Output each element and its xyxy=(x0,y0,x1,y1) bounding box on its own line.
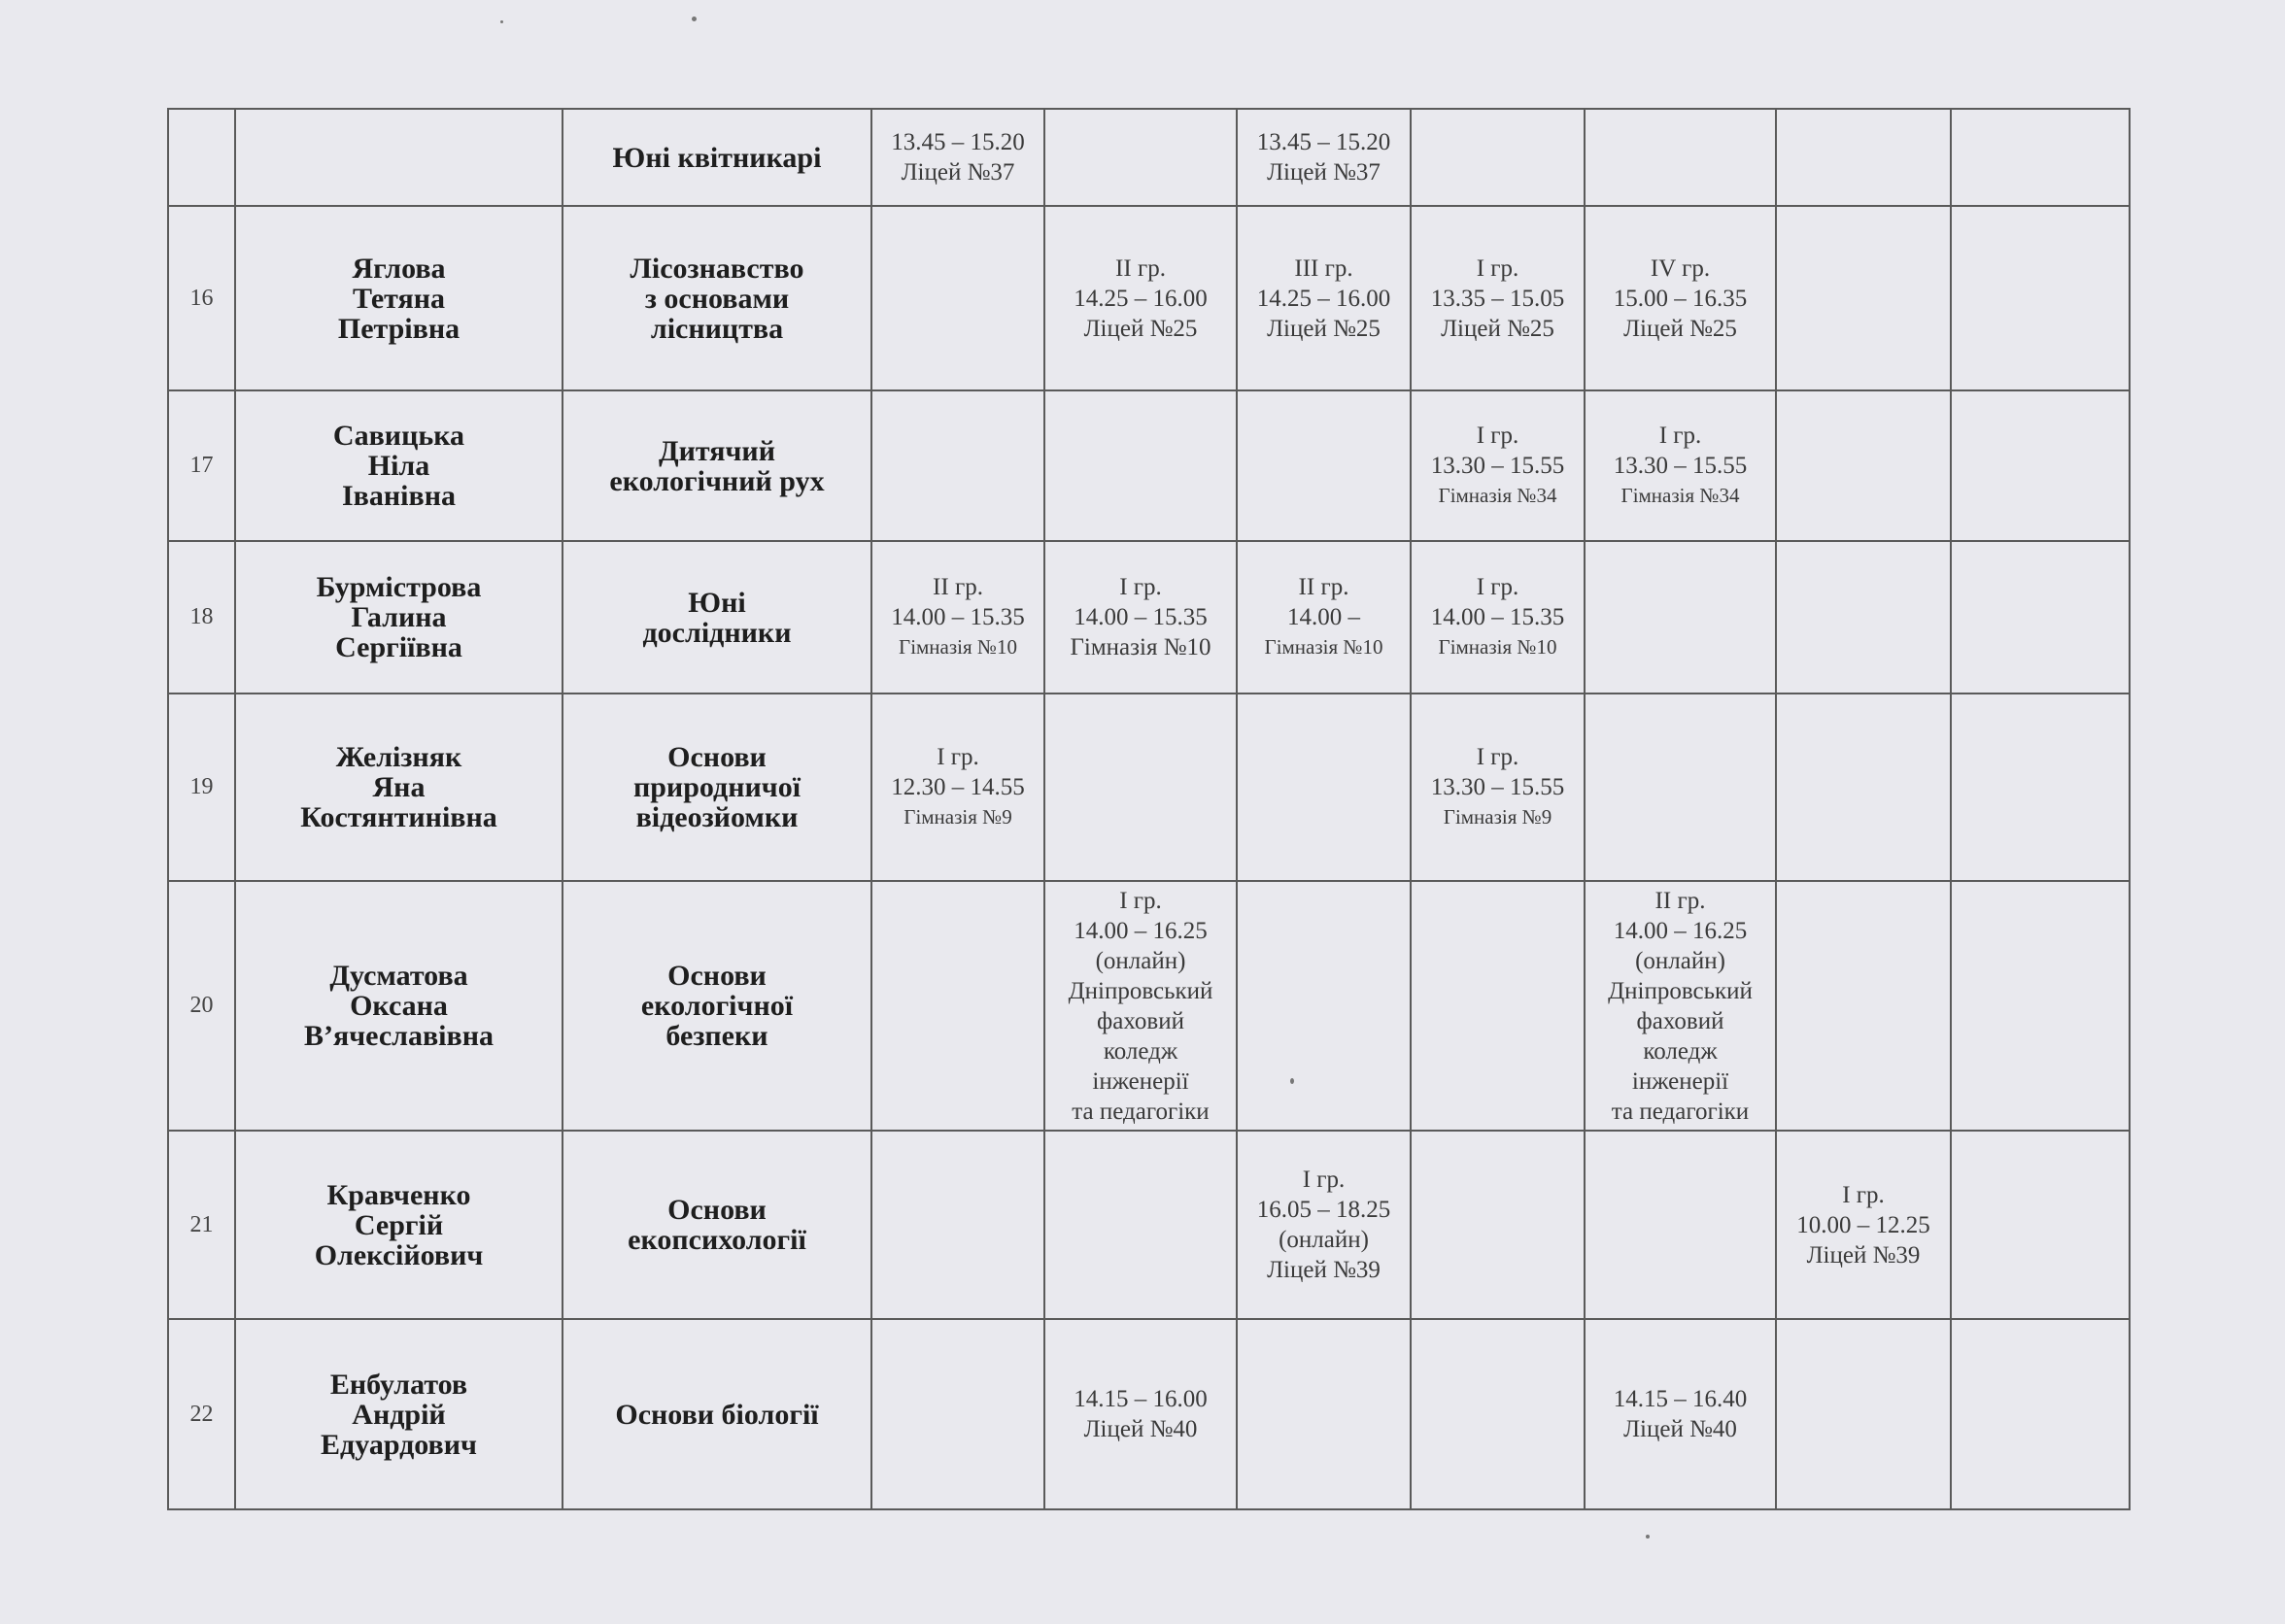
club-name-cell xyxy=(563,109,871,206)
venue-line: інженерії xyxy=(1092,1067,1189,1095)
schedule-slot-cell xyxy=(1044,1319,1237,1509)
group-label: II гр. xyxy=(1298,574,1349,600)
group-label: I гр. xyxy=(1119,574,1162,600)
time-range: 13.30 – 15.55 xyxy=(1430,453,1565,479)
club-name-line: дослідники xyxy=(642,616,792,649)
schedule-slot-cell xyxy=(871,109,1044,206)
table-row xyxy=(168,109,2130,206)
schedule-slot-cell xyxy=(1951,1319,2130,1509)
time-range: 14.00 – xyxy=(1287,604,1360,630)
schedule-slot-cell xyxy=(1585,881,1776,1131)
schedule-slot-cell xyxy=(1044,109,1237,206)
schedule-slot-cell xyxy=(871,206,1044,390)
teacher-name-line: Оксана xyxy=(350,990,448,1022)
time-range: 13.35 – 15.05 xyxy=(1430,285,1565,312)
schedule-slot-cell xyxy=(1237,1131,1411,1319)
time-range: 14.25 – 16.00 xyxy=(1256,285,1391,312)
row-number-cell: 21 xyxy=(168,1131,235,1319)
schedule-slot-cell xyxy=(871,1319,1044,1509)
schedule-slot-cell xyxy=(1044,881,1237,1131)
schedule-body xyxy=(168,109,2130,1509)
club-name-cell xyxy=(563,1319,871,1509)
club-name-line: Основи xyxy=(667,1194,767,1226)
group-label: I гр. xyxy=(1302,1167,1346,1193)
row-number-cell: 17 xyxy=(168,390,235,541)
schedule-slot-cell xyxy=(1585,541,1776,694)
teacher-name-cell xyxy=(235,541,563,694)
club-name-line: Лісознавство xyxy=(630,252,804,285)
schedule-slot-cell xyxy=(1585,1131,1776,1319)
scan-speck xyxy=(500,20,503,23)
venue-line: Гімназія №34 xyxy=(1620,484,1740,507)
group-label: II гр. xyxy=(1115,254,1166,282)
table-row xyxy=(168,206,2130,390)
time-range: 10.00 – 12.25 xyxy=(1796,1211,1930,1238)
venue-line: фаховий xyxy=(1636,1007,1724,1034)
venue-line: Гімназія №10 xyxy=(1070,634,1211,660)
venue-line: Ліцей №25 xyxy=(1083,315,1198,342)
schedule-slot-cell xyxy=(1237,694,1411,881)
group-label: II гр. xyxy=(933,574,983,600)
schedule-slot-cell xyxy=(1237,881,1411,1131)
club-name-cell xyxy=(563,881,871,1131)
table-row xyxy=(168,881,2130,1131)
schedule-slot-cell xyxy=(1585,206,1776,390)
teacher-name-line: Іванівна xyxy=(342,480,456,512)
table-row xyxy=(168,1319,2130,1509)
row-number-cell: 19 xyxy=(168,694,235,881)
teacher-name-line: Кравченко xyxy=(326,1178,471,1211)
schedule-slot-cell xyxy=(1951,390,2130,541)
venue-line: Гімназія №9 xyxy=(904,805,1012,829)
venue-line: Гімназія №10 xyxy=(899,635,1017,659)
time-range: 12.30 – 14.55 xyxy=(891,774,1025,800)
club-name-cell xyxy=(563,541,871,694)
table-row xyxy=(168,694,2130,881)
schedule-slot-cell xyxy=(1411,881,1585,1131)
venue-line: Ліцей №40 xyxy=(1623,1416,1737,1442)
group-label: I гр. xyxy=(937,744,979,770)
time-range: 14.00 – 16.25 xyxy=(1074,917,1208,944)
time-range: 14.00 – 15.35 xyxy=(1430,604,1565,630)
row-number-cell: 22 xyxy=(168,1319,235,1509)
schedule-slot-cell xyxy=(1237,109,1411,206)
row-number-cell: 20 xyxy=(168,881,235,1131)
venue-line: Дніпровський xyxy=(1068,977,1213,1004)
teacher-name-cell xyxy=(235,694,563,881)
venue-line: Ліцей №25 xyxy=(1267,315,1381,342)
teacher-name-line: Желізняк xyxy=(335,741,462,773)
venue-line: Гімназія №34 xyxy=(1438,484,1557,507)
teacher-name-line: Петрівна xyxy=(337,312,460,345)
group-label: I гр. xyxy=(1658,423,1702,449)
schedule-table xyxy=(167,108,2131,1510)
teacher-name-line: Савицька xyxy=(332,420,465,452)
venue-line: коледж xyxy=(1643,1037,1718,1065)
venue-line: Ліцей №25 xyxy=(1441,315,1554,342)
venue-line: Гімназія №10 xyxy=(1438,635,1557,659)
venue-line: Гімназія №9 xyxy=(1443,805,1552,829)
venue-line: (онлайн) xyxy=(1279,1227,1369,1253)
time-range: 16.05 – 18.25 xyxy=(1256,1197,1391,1223)
schedule-slot-cell xyxy=(1044,541,1237,694)
club-name-line: Основи xyxy=(667,960,767,992)
venue-line: Ліцей №40 xyxy=(1083,1416,1198,1442)
teacher-name-line: Андрій xyxy=(352,1398,446,1431)
time-range: 14.25 – 16.00 xyxy=(1074,285,1208,312)
schedule-slot-cell xyxy=(1411,1131,1585,1319)
schedule-slot-cell xyxy=(1951,109,2130,206)
venue-line: Ліцей №37 xyxy=(901,159,1015,186)
club-name-line: Дитячий xyxy=(659,434,775,467)
teacher-name-line: Ніла xyxy=(367,450,430,482)
club-name-cell xyxy=(563,1131,871,1319)
teacher-name-line: Костянтинівна xyxy=(300,801,497,833)
time-range: 14.15 – 16.00 xyxy=(1074,1386,1208,1412)
schedule-slot-cell xyxy=(1411,390,1585,541)
schedule-slot-cell xyxy=(871,694,1044,881)
table-row xyxy=(168,1131,2130,1319)
teacher-name-line: Яна xyxy=(372,771,426,803)
teacher-name-cell xyxy=(235,206,563,390)
club-name-line: екопсихології xyxy=(628,1224,806,1256)
schedule-slot-cell xyxy=(1776,541,1951,694)
time-range: 15.00 – 16.35 xyxy=(1613,285,1748,312)
time-range: 13.30 – 15.55 xyxy=(1430,774,1565,800)
venue-line: Ліцей №37 xyxy=(1267,159,1381,186)
teacher-name-line: Бурмістрова xyxy=(316,571,482,603)
teacher-name-line: Дусматова xyxy=(329,960,468,992)
club-name-line: Юні квітникарі xyxy=(612,141,822,174)
schedule-slot-cell xyxy=(871,1131,1044,1319)
teacher-name-line: В’ячеславівна xyxy=(304,1020,494,1052)
schedule-slot-cell xyxy=(1776,694,1951,881)
teacher-name-cell xyxy=(235,390,563,541)
schedule-slot-cell xyxy=(1044,390,1237,541)
schedule-slot-cell xyxy=(1044,694,1237,881)
venue-line: Ліцей №39 xyxy=(1267,1257,1381,1283)
venue-line: Ліцей №25 xyxy=(1623,315,1737,342)
teacher-name-cell xyxy=(235,1319,563,1509)
schedule-slot-cell xyxy=(1044,206,1237,390)
schedule-slot-cell xyxy=(871,881,1044,1131)
venue-line: та педагогіки xyxy=(1072,1098,1210,1125)
time-range: 13.45 – 15.20 xyxy=(891,129,1025,155)
schedule-slot-cell xyxy=(1585,109,1776,206)
club-name-line: Основи xyxy=(667,741,767,773)
venue-line: (онлайн) xyxy=(1095,947,1186,974)
venue-line: (онлайн) xyxy=(1635,947,1725,974)
venue-line: фаховий xyxy=(1097,1007,1184,1034)
schedule-slot-cell xyxy=(1585,694,1776,881)
row-number-cell: 16 xyxy=(168,206,235,390)
time-range: 13.30 – 15.55 xyxy=(1613,453,1748,479)
venue-line: та педагогіки xyxy=(1611,1098,1750,1125)
venue-line: інженерії xyxy=(1631,1067,1729,1095)
schedule-slot-cell xyxy=(1776,109,1951,206)
table-row xyxy=(168,541,2130,694)
club-name-line: з основами xyxy=(644,282,790,315)
schedule-slot-cell xyxy=(1411,1319,1585,1509)
schedule-slot-cell xyxy=(1044,1131,1237,1319)
row-number-cell: 18 xyxy=(168,541,235,694)
schedule-slot-cell xyxy=(1237,1319,1411,1509)
teacher-name-cell xyxy=(235,109,563,206)
group-label: II гр. xyxy=(1654,887,1706,914)
time-range: 14.15 – 16.40 xyxy=(1613,1386,1748,1412)
club-name-cell xyxy=(563,390,871,541)
club-name-line: відеозйомки xyxy=(635,801,799,833)
time-range: 14.00 – 15.35 xyxy=(891,604,1025,630)
group-label: I гр. xyxy=(1476,423,1519,449)
schedule-slot-cell xyxy=(1237,206,1411,390)
scan-speck xyxy=(692,17,697,21)
venue-line: Гімназія №10 xyxy=(1264,635,1383,659)
schedule-slot-cell xyxy=(1237,390,1411,541)
group-label: I гр. xyxy=(1476,574,1519,600)
schedule-slot-cell xyxy=(1776,390,1951,541)
teacher-name-line: Сергій xyxy=(354,1208,444,1241)
schedule-slot-cell xyxy=(1585,1319,1776,1509)
venue-line: Дніпровський xyxy=(1608,977,1753,1004)
group-label: I гр. xyxy=(1476,254,1519,282)
schedule-slot-cell xyxy=(1776,1319,1951,1509)
schedule-slot-cell xyxy=(1585,390,1776,541)
row-number-cell xyxy=(168,109,235,206)
table-row xyxy=(168,390,2130,541)
time-range: 14.00 – 15.35 xyxy=(1074,604,1208,630)
club-name-cell xyxy=(563,206,871,390)
time-range: 14.00 – 16.25 xyxy=(1613,917,1748,944)
venue-line: коледж xyxy=(1103,1037,1178,1065)
club-name-line: Основи біології xyxy=(615,1398,819,1431)
venue-line: Ліцей №39 xyxy=(1806,1241,1921,1269)
schedule-slot-cell xyxy=(1411,694,1585,881)
teacher-name-line: Тетяна xyxy=(352,282,446,315)
schedule-slot-cell xyxy=(871,541,1044,694)
teacher-name-line: Олексійович xyxy=(314,1238,484,1271)
schedule-slot-cell xyxy=(1951,1131,2130,1319)
schedule-slot-cell xyxy=(1411,206,1585,390)
club-name-cell xyxy=(563,694,871,881)
teacher-name-cell xyxy=(235,881,563,1131)
group-label: I гр. xyxy=(1119,887,1162,914)
club-name-line: природничої xyxy=(632,771,801,803)
schedule-slot-cell xyxy=(1776,206,1951,390)
schedule-slot-cell xyxy=(1411,541,1585,694)
teacher-name-line: Едуардович xyxy=(321,1428,477,1461)
schedule-slot-cell xyxy=(1951,206,2130,390)
teacher-name-line: Сергіївна xyxy=(335,631,462,663)
scan-speck xyxy=(1646,1535,1650,1539)
teacher-name-line: Галина xyxy=(351,601,447,633)
group-label: III гр. xyxy=(1294,254,1353,282)
schedule-slot-cell xyxy=(1776,881,1951,1131)
club-name-line: екологічний рух xyxy=(609,464,825,497)
schedule-slot-cell xyxy=(1776,1131,1951,1319)
club-name-line: лісництва xyxy=(650,312,784,345)
teacher-name-cell xyxy=(235,1131,563,1319)
teacher-name-line: Яглова xyxy=(352,252,446,285)
group-label: IV гр. xyxy=(1650,254,1711,282)
schedule-slot-cell xyxy=(1237,541,1411,694)
schedule-slot-cell xyxy=(871,390,1044,541)
club-name-line: Юні xyxy=(688,586,746,619)
club-name-line: екологічної xyxy=(640,990,794,1022)
schedule-slot-cell xyxy=(1951,541,2130,694)
teacher-name-line: Енбулатов xyxy=(329,1368,468,1401)
group-label: I гр. xyxy=(1476,744,1519,770)
group-label: I гр. xyxy=(1842,1181,1885,1208)
time-range: 13.45 – 15.20 xyxy=(1256,129,1391,155)
schedule-slot-cell xyxy=(1951,881,2130,1131)
club-name-line: безпеки xyxy=(665,1020,768,1052)
schedule-slot-cell xyxy=(1951,694,2130,881)
schedule-slot-cell xyxy=(1411,109,1585,206)
